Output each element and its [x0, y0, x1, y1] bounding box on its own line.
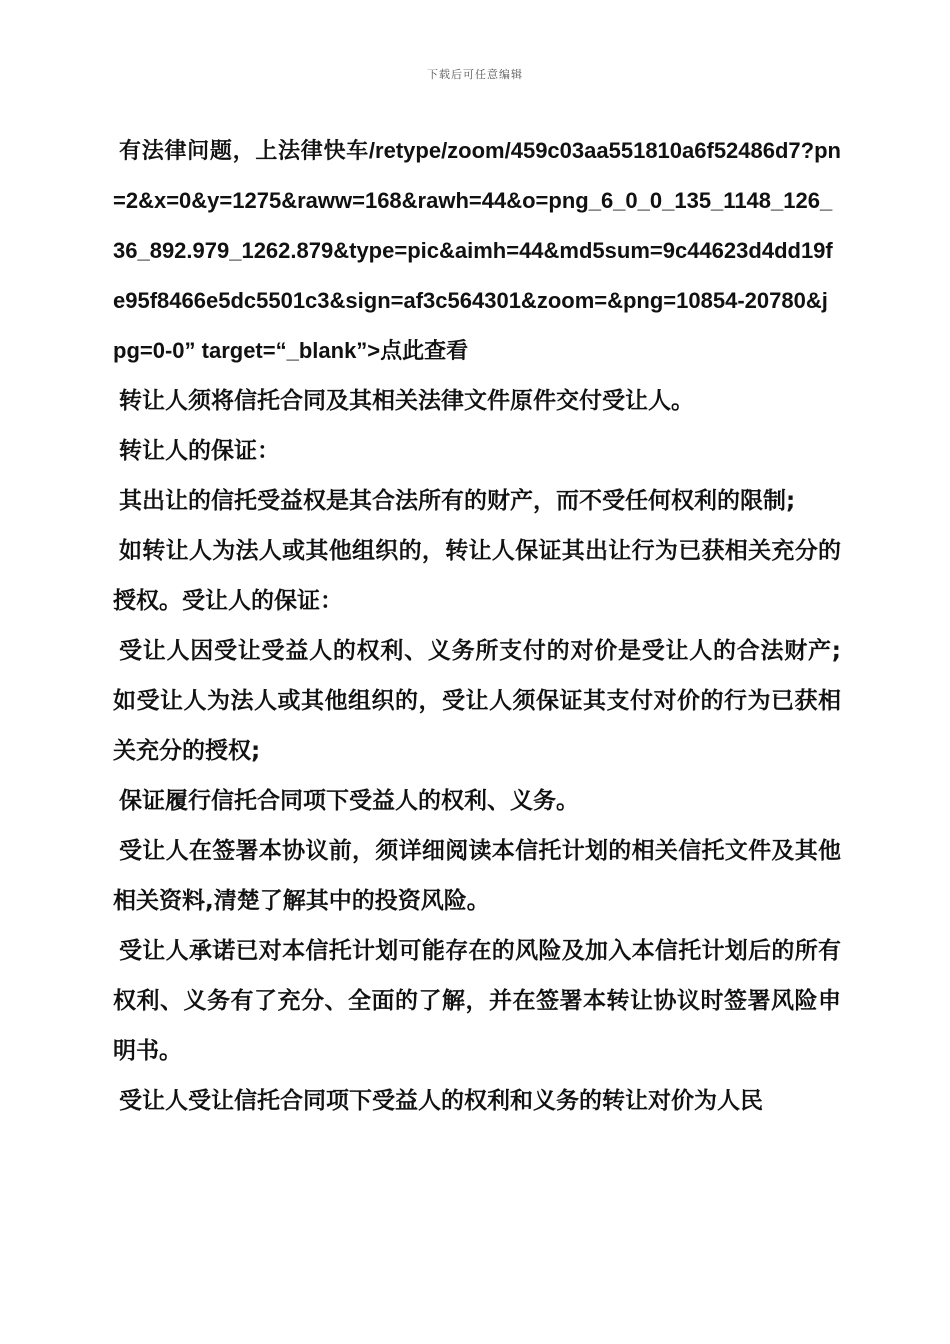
paragraph-transferor-guarantee-heading: 转让人的保证： — [119, 438, 280, 464]
paragraph-transferor-authorization: 如转让人为法人或其他组织的，转让人保证其出让行为已获相关充分的授权。受让人的保证： — [113, 538, 841, 614]
paragraph-risk-statement: 受让人承诺已对本信托计划可能存在的风险及加入本信托计划后的所有权利、义务有了充分、全面的了解，并在签署本转让协议时签署风险申明书。 — [113, 938, 841, 1064]
paragraph-read-documents: 受让人在签署本协议前，须详细阅读本信托计划的相关信托文件及其他相关资料,清楚了解其中的投资风险。 — [113, 838, 841, 914]
paragraph-perform-obligations: 保证履行信托合同项下受益人的权利、义务。 — [119, 788, 579, 814]
paragraph-original-documents: 转让人须将信托合同及其相关法律文件原件交付受让人。 — [119, 388, 694, 414]
page-header: 下载后可任意编辑 — [427, 68, 523, 81]
document-body — [113, 126, 841, 1126]
paragraph-transferee-payment: 受让人因受让受益人的权利、义务所支付的对价是受让人的合法财产;如受让人为法人或其他组织的，受让人须保证其支付对价的行为已获相关充分的授权; — [113, 638, 841, 764]
paragraph-law-link: 有法律问题，上法律快车/retype/zoom/459c03aa551810a6f52486d7?pn=2&x=0&y=1275&raww=168&rawh=44&o=png_6_0_0_135_1148_126_36_892.979_1262.879&type=pic&aimh=44&md5sum=9c44623d4dd19fe95f8466e5dc5501c3&sign=af3c564301&zoom=&png=10854-20780&jpg=0-0” target=“_blank”>点此查看 — [113, 138, 841, 363]
paragraph-transferor-property: 其出让的信托受益权是其合法所有的财产，而不受任何权利的限制; — [119, 488, 796, 514]
paragraph-transfer-price: 受让人受让信托合同项下受益人的权利和义务的转让对价为人民 — [119, 1088, 763, 1114]
